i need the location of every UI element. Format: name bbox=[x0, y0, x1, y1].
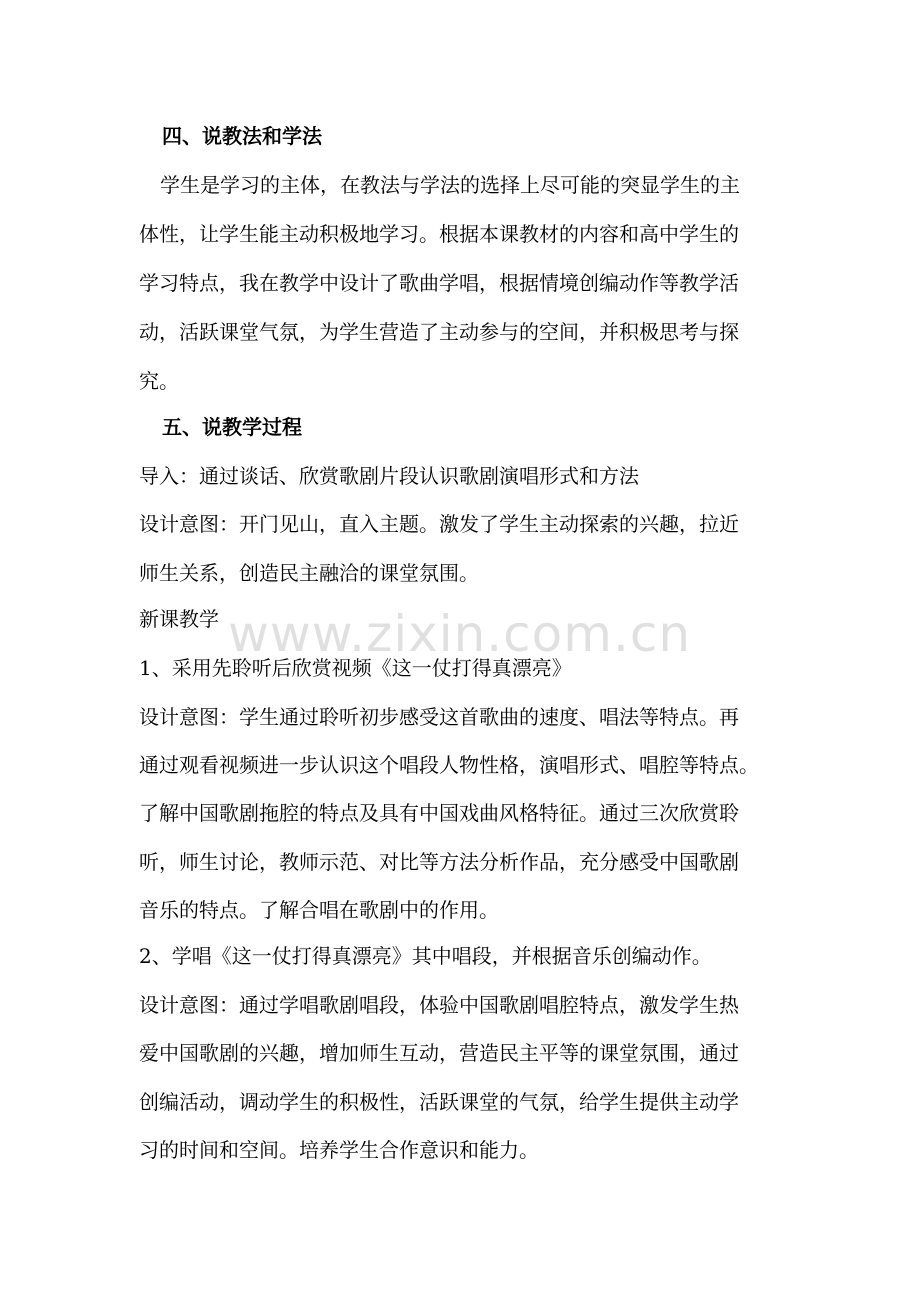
paragraph-line: 了解中国歌剧拖腔的特点及具有中国戏曲风格特征。通过三次欣赏聆 bbox=[139, 801, 739, 825]
paragraph-line: 设计意图：开门见山，直入主题。激发了学生主动探索的兴趣，拉近 bbox=[139, 512, 739, 536]
paragraph-line: 动，活跃课堂气氛，为学生营造了主动参与的空间，并积极思考与探 bbox=[139, 320, 739, 344]
paragraph-line: 创编活动，调动学生的积极性，活跃课堂的气氛，给学生提供主动学 bbox=[139, 1090, 739, 1114]
paragraph-line: 师生关系，创造民主融洽的课堂氛围。 bbox=[139, 561, 479, 585]
paragraph-line: 设计意图：学生通过聆听初步感受这首歌曲的速度、唱法等特点。再 bbox=[139, 705, 739, 729]
paragraph-line: 体性，让学生能主动积极地学习。根据本课教材的内容和高中学生的 bbox=[139, 222, 739, 246]
paragraph-line: 爱中国歌剧的兴趣，增加师生互动，营造民主平等的课堂氛围，通过 bbox=[139, 1041, 739, 1065]
paragraph-line: 听，师生讨论，教师示范、对比等方法分析作品，充分感受中国歌剧 bbox=[139, 850, 739, 874]
paragraph-line: 设计意图：通过学唱歌剧唱段，体验中国歌剧唱腔特点，激发学生热 bbox=[139, 993, 739, 1017]
paragraph-line: 导入：通过谈话、欣赏歌剧片段认识歌剧演唱形式和方法 bbox=[139, 464, 639, 488]
section-five-heading: 五、说教学过程 bbox=[162, 415, 302, 439]
paragraph-line: 新课教学 bbox=[139, 607, 219, 631]
paragraph-line: 通过观看视频进一步认识这个唱段人物性格，演唱形式、唱腔等特点。 bbox=[139, 753, 759, 777]
paragraph-line: 究。 bbox=[139, 369, 179, 393]
paragraph-line: 学习特点，我在教学中设计了歌曲学唱，根据情境创编动作等教学活 bbox=[139, 271, 739, 295]
paragraph-line: 习的时间和空间。培养学生合作意识和能力。 bbox=[139, 1138, 539, 1162]
paragraph-line: 学生是学习的主体，在教法与学法的选择上尽可能的突显学生的主 bbox=[160, 173, 740, 197]
paragraph-line: 音乐的特点。了解合唱在歌剧中的作用。 bbox=[139, 898, 499, 922]
watermark-text: www.zixin.com.cn bbox=[228, 605, 692, 663]
paragraph-line: 2、学唱《这一仗打得真漂亮》其中唱段，并根据音乐创编动作。 bbox=[139, 944, 712, 968]
paragraph-line: 1、采用先聆听后欣赏视频《这一仗打得真漂亮》 bbox=[139, 656, 572, 680]
section-four-heading: 四、说教法和学法 bbox=[162, 124, 322, 148]
